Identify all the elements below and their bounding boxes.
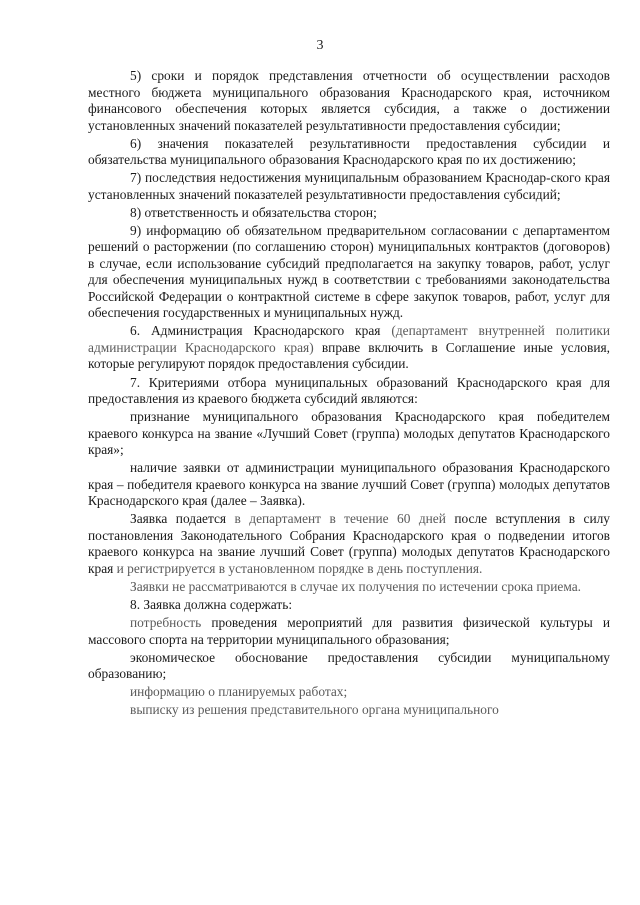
section-6-inserted-text: (департамент внутренней политики администрации Краснодарского края): [88, 323, 610, 355]
paragraph-rejection: Заявки не рассматриваются в случае их получения по истечении срока приема.: [130, 578, 581, 594]
paragraph-application-submission: [88, 511, 610, 577]
paragraph-section-6: [88, 323, 610, 373]
section-6-text-c: вправе включить в Соглашение иные условия, которые регулируют порядок предоставления субсидии.: [88, 339, 611, 372]
paragraph-item-7: 7) последствия недостижения муниципальным образованием Краснодар-ского края установленных значений показателей результативности предоставления субсидий;: [88, 170, 610, 202]
document-body: [88, 68, 610, 721]
paragraph-criterion-1: признание муниципального образования Краснодарского края победителем краевого конкурса на звание «Лучший Совет (группа) молодых депутатов Краснодарского края»;: [88, 409, 610, 458]
paragraph-item-6: 6) значения показателей результативности предоставления субсидии и обязательства муниципального образования Краснодарского края по их достижению;: [88, 135, 610, 168]
paragraph-criterion-2: наличие заявки от администрации муниципального образования Краснодарского края – победителя краевого конкурса на звание лучший Совет (группа) молодых депутатов Краснодарского края (далее – Заявка).: [88, 460, 610, 509]
need-text-c: проведения мероприятий для развития физической культуры и массового спорта на территории муниципального образования;: [88, 615, 610, 647]
paragraph-section-8: 8. Заявка должна содержать:: [130, 597, 293, 613]
paragraph-planned-works: информацию о планируемых работах;: [130, 684, 348, 700]
need-text-a: потребность: [130, 615, 202, 631]
paragraph-section-7: 7. Критериями отбора муниципальных образований Краснодарского края для предоставления из краевого бюджета субсидий являются:: [88, 374, 610, 407]
submission-registration-text: и регистрируется в установленном порядке в день поступления.: [116, 560, 483, 576]
submission-text-c: после вступления в силу постановления Законодательного Собрания Краснодарского края о подведении итогов краевого конкурса на звание лучший Совет (группа) молодых депутатов Краснодарского края: [88, 511, 611, 576]
paragraph-item-9: 9) информацию об обязательном предварительном согласовании с департаментом решений о расторжении (по соглашению сторон) муниципальных контрактов (договоров) в случае, если использование субсидий предполагается на закупку товаров, работ, услуг для обеспечения муниципальных нужд в соответствии с требованиями законодательства Российской Федерации о контрактной системе в сфере закупок товаров, работ, услуг для обеспечения государственных и муниципальных нужд.: [88, 222, 610, 321]
paragraph-economic-justification: экономическое обоснование предоставления субсидии муниципальному образованию;: [88, 649, 610, 682]
section-6-text-a: 6. Администрация Краснодарского края: [130, 323, 392, 339]
paragraph-item-8: 8) ответственность и обязательства сторон;: [130, 204, 377, 220]
submission-inserted-text: в департамент в течение 60 дней: [234, 511, 446, 527]
paragraph-need: [88, 615, 610, 648]
paragraph-item-5: 5) сроки и порядок представления отчетности об осуществлении расходов местного бюджета муниципального образования Краснодарского края, источником финансового обеспечения которых является субсидия, а также о достижении установленных значений показателей результативности предоставления субсидии;: [88, 68, 610, 133]
page-number: 3: [316, 38, 324, 53]
submission-text-a: Заявка подается: [130, 511, 235, 527]
paragraph-extract: выписку из решения представительного органа муниципального: [130, 702, 499, 718]
